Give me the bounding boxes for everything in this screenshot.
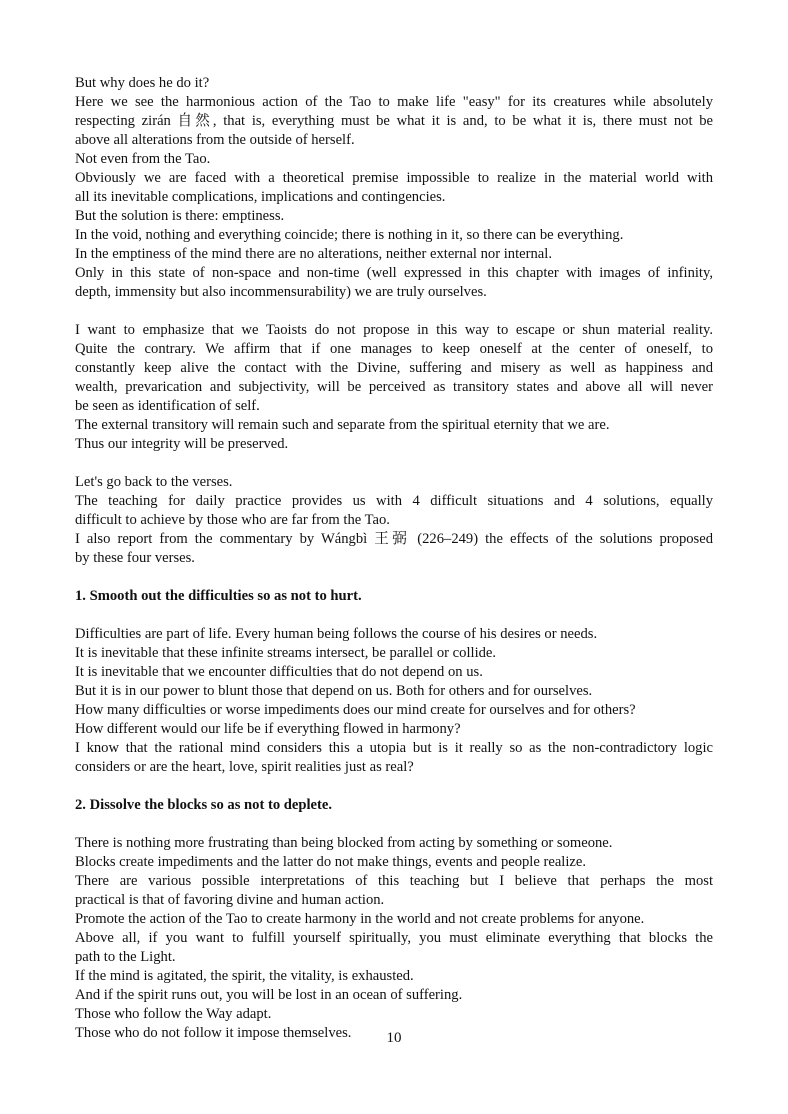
section-heading-2: 2. Dissolve the blocks so as not to deplete. — [75, 797, 333, 813]
text-line: Blocks create impediments and the latter do not make things, events and people realize. — [75, 854, 587, 870]
text-line: I know that the rational mind considers this a utopia but is it really so as the non-contradictory logic — [75, 740, 713, 756]
paragraph-gap — [75, 302, 713, 321]
paragraph-5 — [75, 834, 713, 1043]
paragraph-4 — [75, 625, 713, 777]
text-line: Those who do not follow it impose themselves. — [75, 1025, 352, 1041]
paragraph-gap — [75, 454, 713, 473]
text-line: considers or are the heart, love, spirit realities just as real? — [75, 759, 414, 775]
text-line: respecting zirán 自然, that is, everything must be what it is and, to be what it is, there must not be — [75, 113, 713, 129]
text-line: It is inevitable that we encounter difficulties that do not depend on us. — [75, 664, 483, 680]
text-line: wealth, prevarication and subjectivity, will be perceived as transitory states and above all will never — [75, 379, 713, 395]
paragraph-1 — [75, 74, 713, 302]
text-line: How many difficulties or worse impediments does our mind create for ourselves and for others? — [75, 702, 636, 718]
text-line: Difficulties are part of life. Every human being follows the course of his desires or needs. — [75, 626, 598, 642]
text-line: There are various possible interpretations of this teaching but I believe that perhaps the most — [75, 873, 713, 889]
text-line: depth, immensity but also incommensurability) we are truly ourselves. — [75, 284, 487, 300]
text-line: path to the Light. — [75, 949, 176, 965]
text-line: Thus our integrity will be preserved. — [75, 436, 289, 452]
paragraph-2 — [75, 321, 713, 454]
text-line: Obviously we are faced with a theoretical premise impossible to realize in the material world with — [75, 170, 713, 186]
section-heading-1: 1. Smooth out the difficulties so as not to hurt. — [75, 588, 362, 604]
text-line: Quite the contrary. We affirm that if one manages to keep oneself at the center of oneself, to — [75, 341, 713, 357]
text-line: The teaching for daily practice provides us with 4 difficult situations and 4 solutions, equally — [75, 493, 713, 509]
text-line: Here we see the harmonious action of the Tao to make life "easy" for its creatures while absolutely — [75, 94, 713, 110]
text-line: If the mind is agitated, the spirit, the vitality, is exhausted. — [75, 968, 414, 984]
text-line: be seen as identification of self. — [75, 398, 260, 414]
text-line: Those who follow the Way adapt. — [75, 1006, 272, 1022]
text-line: But it is in our power to blunt those that depend on us. Both for others and for ourselves. — [75, 683, 593, 699]
text-line: I also report from the commentary by Wángbì 王弼 (226–249) the effects of the solutions proposed — [75, 531, 713, 547]
text-line: I want to emphasize that we Taoists do not propose in this way to escape or shun material reality. — [75, 322, 713, 338]
text-line: It is inevitable that these infinite streams intersect, be parallel or collide. — [75, 645, 497, 661]
text-line: Not even from the Tao. — [75, 151, 211, 167]
text-line: Let's go back to the verses. — [75, 474, 233, 490]
text-line: The external transitory will remain such and separate from the spiritual eternity that we are. — [75, 417, 610, 433]
text-line: constantly keep alive the contact with the Divine, suffering and misery as well as happiness and — [75, 360, 713, 376]
text-line: In the emptiness of the mind there are no alterations, neither external nor internal. — [75, 246, 552, 262]
paragraph-gap — [75, 777, 713, 796]
text-line: There is nothing more frustrating than being blocked from acting by something or someone. — [75, 835, 613, 851]
text-line: And if the spirit runs out, you will be lost in an ocean of suffering. — [75, 987, 463, 1003]
text-line: Only in this state of non-space and non-time (well expressed in this chapter with images of infinity, — [75, 265, 713, 281]
text-line: difficult to achieve by those who are far from the Tao. — [75, 512, 390, 528]
text-line: How different would our life be if everything flowed in harmony? — [75, 721, 461, 737]
text-line: all its inevitable complications, implications and contingencies. — [75, 189, 446, 205]
text-line: But the solution is there: emptiness. — [75, 208, 285, 224]
paragraph-gap — [75, 568, 713, 587]
text-line: Above all, if you want to fulfill yourself spiritually, you must eliminate everything that blocks the — [75, 930, 713, 946]
text-line: But why does he do it? — [75, 75, 210, 91]
document-page — [75, 74, 713, 1043]
text-line: In the void, nothing and everything coincide; there is nothing in it, so there can be everything. — [75, 227, 624, 243]
text-line: Promote the action of the Tao to create harmony in the world and not create problems for anyone. — [75, 911, 645, 927]
page-number: 10 — [386, 1030, 402, 1046]
paragraph-gap — [75, 606, 713, 625]
text-line: by these four verses. — [75, 550, 195, 566]
text-line: above all alterations from the outside of herself. — [75, 132, 355, 148]
paragraph-gap — [75, 815, 713, 834]
paragraph-3 — [75, 473, 713, 568]
text-line: practical is that of favoring divine and human action. — [75, 892, 385, 908]
